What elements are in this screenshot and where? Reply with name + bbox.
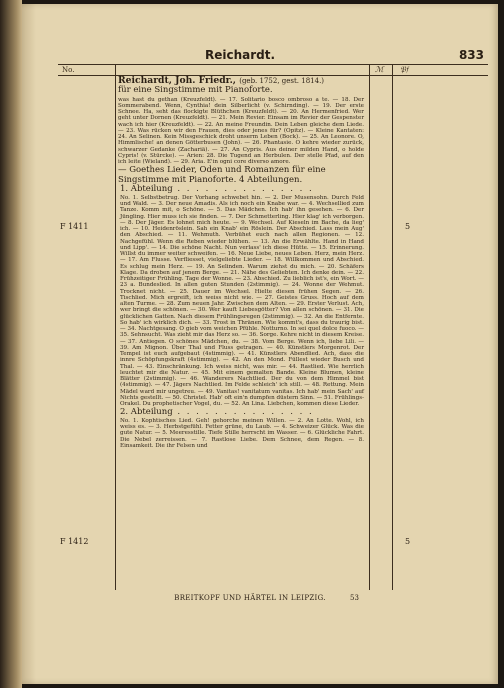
column-divider-number [115, 64, 116, 590]
sheet-number: 53 [350, 594, 359, 602]
column-header-marks: ℳ [375, 65, 384, 74]
catalog-number-f1411: F 1411 [60, 222, 89, 231]
price-f1412: 5 [405, 537, 411, 546]
publisher-footer: BREITKOPF UND HÄRTEL IN LEIPZIG. [174, 594, 326, 602]
page-title: Reichardt. [204, 48, 276, 62]
catalog-entry [118, 76, 364, 450]
section1-heading: — Goethes Lieder, Oden und Romanzen für eine Singstimme mit Pianoforte. 4 Abteilungen. [118, 165, 326, 185]
collection-subtitle: für eine Singstimme mit Pianoforte. [118, 85, 273, 95]
section2-song-list: No. 1. Kophtisches Lied. Geh! gehorche meinen Willen. — 2. An Lotte. Wohl, ich weiss es. — 3. Herbstgefühl. Fetter grüne, du Laub. — 4. Schweizer Glück. Was die gute Natur. — 5. Meeresstille. Tiefe Stille herrscht im Wasser. — 6. Glückliche Fahrt. Die Nebel zerreissen. — 7. Rastlose Liebe. Dem Schnee, dem Regen. — 8. Einsamkeit. Die ihr Felsen und [120, 417, 364, 449]
composer-name: Reichardt, Joh. Friedr., (geb. 1752, gest. 1814.) [118, 75, 325, 86]
column-header-pfennig: 𝔓𝔣 [400, 65, 409, 74]
intro-song-list: was hast du gethan (Kreuzfeldt). — 17. Solitario bosco ombroso a te. — 18. Der Sommerabend. Wenn, Cynthia! dein Silberlicht (v. Schirnding). — 19. Der erste Schnee. Ha, seht das flockigte Blüthchen (Kreuzfeldt). — 20. An Hermenfried. Wer geht unter Dornen (Kreuzfeldt). — 21. Mein Revier. Einsam im Revier der Gespenster wach ich hier (Kreuzfeldt). — 22. An meine Freundin. Dein Leben gleiche dem Liede. — 23. Was rücken wir den Frauen, dies oder jenes für? (Opitz). — Kleine Kantaten: 24. An Selinen. Kein Missgeschick droht unserm Leben (Bock). — 25. An Leonore. O, Himmlische! an denen Götterbusen (John). — 26. Phantasie. O kehre wieder zurück, schwarzer Gedanke (Zachariä). — 27. An Cypris. Aus deiner milden Hand, o holde Cypris! (v. Stürcke). — Arien: 28. Die Tugend an Herbulen. Der stelle Pfad, auf den ich leite (Wieland). — 29. Aria. E'in ogni core diverso amore. [118, 96, 364, 165]
header-rule [58, 64, 488, 65]
column-divider-pfennig [392, 64, 393, 590]
catalog-number-f1412: F 1412 [60, 537, 89, 546]
section1-song-list: No. 1. Selbstbetrug. Der Vorhang schwebet hin. — 2. Der Musensohn. Durch Feld und Wald. — 3. Der neue Amadis. Als ich noch ein Knabe war. — 4. Wechsellied zum Tanze. Komm mit, o Schöne. — 5. Das Mädchen. Ich hab' ihn gesehen. — 6. Der Jüngling. Hier muss ich sie finden. — 7. Der Schmetterling. Hier klag' ich verborgen. — 8. Der Jäger. Es lohnet mich heute. — 9. Wechsel. Auf Kieseln im Bache, da lieg' ich. — 10. Heidenröslein. Sah ein Knab' ein Röslein. Der Abschied. Lass mein Aug' den Abschied. — 11. Wehmuth. Verbühet euch nach allen Regionen. — 12. Nachgefühl. Wenn die Reben wieder blühen. — 13. An die Erwählte. Hand in Hand und Lipp'. — 14. Die schöne Nacht. Nun verlass' ich diese Hütte. — 15. Erinnerung. Willst du immer weiter schweifen. — 16. Neue Liebe, neues Leben. Herz, mein Herz. — 17. Am Flusse. Verfliesset, vielgeliebte Lieder. — 18. Willkommen und Abschied. Es schlug mein Herz. — 19. An Selinden. Warum ziehst du mich. — 20. Schäfers Klage. Da droben auf jenem Berge. — 21. Nähe des Geliebten. Ich denke dein. — 22. Frühzeitiger Frühling. Tage der Wonne. — 23. Abschied. Zu lieblich ist's, ein Wort. — 23 a. Bundeslied. In allen guten Stunden (2stimmig). — 24. Wonne der Wehmut. Trocknet nicht. — 25. Dauer im Wechsel. Hielte diesen frühen Segen. — 26. Tischlied. Mich ergreift, ich weiss nicht wie. — 27. Geistes Gruss. Hoch auf dem alten Turme. — 28. Zum neuen Jahr. Zwischen dem Alten. — 29. Erster Verlust. Ach, wer bringt die schönen. — 30. Wer kauft Liebesgötter? Von allen schönen. — 31. Die glücklichen Gatten. Nach diesem Frühlingsregen (2stimmig). — 32. An die Entfernte. So hab' ich wirklich dich. — 33. Trost in Thränen. Wie kommt's, dass du traurig bist. — 34. Nachtgesang. O gieb vom weichen Pfühle. Notturno. In sei quel dolce fuoco. — 35. Sehnsucht. Was zieht mir das Herz so. — 36. Sorge. Kehre nicht in diesem Kreise. — 37. Antiegen. O schönes Mädchen, du. — 38. Vom Berge. Wenn ich, liebe Lili. — 39. Am Mignon. Über Thal und Fluss getragen. — 40. Künstlers Morgenrot. Der Tempel ist euch aufgebaut (4stimmig). — 41. Künstlers Abendlied. Ach, dass die innre Schöpfungskraft (4stimmig). — 42. An den Mond. Füllest wieder Busch und Thal. — 43. Einschränkung. Ich weiss nicht, was mir. — 44. Rastlied. Wie herrlich leuchtet mir die Natur. — 45. Mit einem gemalten Bande. Kleine Blumen, kleine Blätter (2stimmig). — 46. Wanderers Nachtlied. Der du von dem Himmel bist (4stimmig). — 47. Jägers Nachtlied. Im Felde schleich' ich still. — 48. Rettung. Mein Mädel ward mir ungetreu. — 49. Vanitas! vanitatum vanitas. Ich hab' mein Sach' auf Nichts gestellt. — 50. Christel. Hab' oft ein'n dumpfen düstern Sinn. — 51. Frühlings-Orakel. Du prophetischer Vogel, du. — 52. An Lina. Liebchen, kommen diese Lieder. [120, 194, 364, 407]
column-divider-marks [369, 64, 370, 590]
column-header-number: No. [62, 66, 75, 74]
book-spine [0, 0, 22, 688]
section2-label: 2. Abteilung . . . . . . . . . . . . . . . [120, 407, 314, 418]
composer-dates: (geb. 1752, gest. 1814.) [239, 77, 325, 85]
price-f1411: 5 [405, 222, 411, 231]
page-number: 833 [458, 48, 484, 62]
section1-label: 1. Abteilung . . . . . . . . . . . . . . . [120, 184, 314, 195]
